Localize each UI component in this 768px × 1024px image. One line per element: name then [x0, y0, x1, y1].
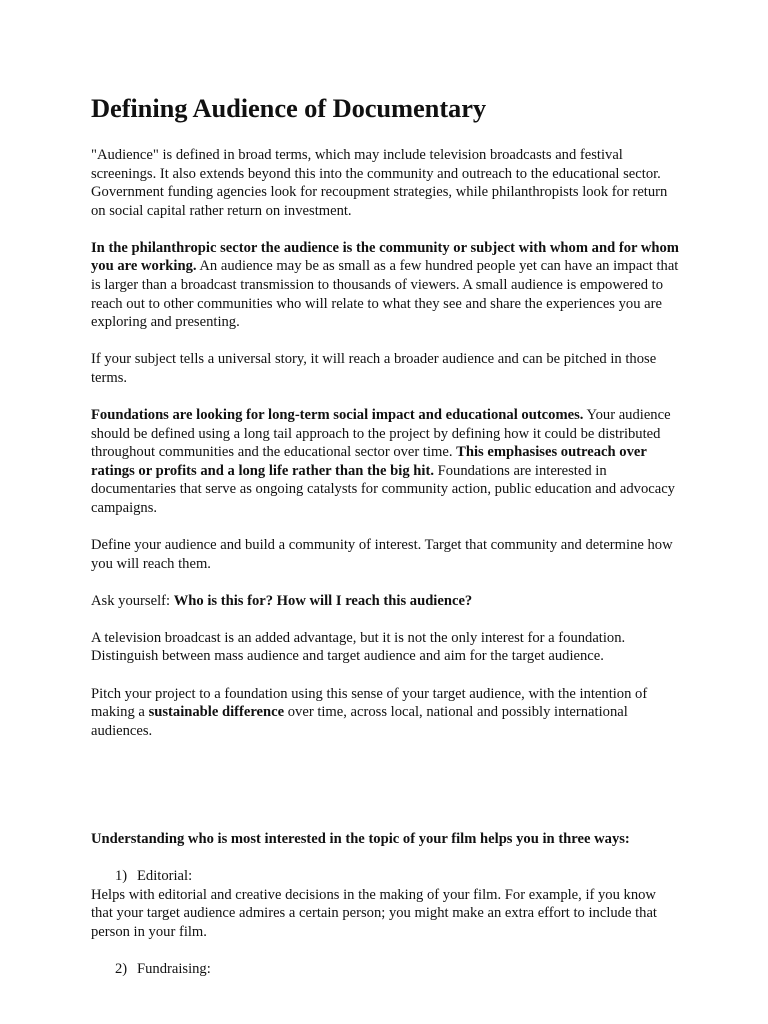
- body-text: Ask yourself:: [91, 592, 174, 609]
- bold-text: This emphasises outreach over ratings or profits and a long life rather than the big hit.: [91, 444, 647, 479]
- paragraph-pitch-project: [91, 685, 681, 741]
- paragraph-define-audience: Define your audience and build a community of interest. Target that community and determine how you will reach them.: [91, 537, 673, 572]
- body-text: Foundations are interested in documentaries that serve as ongoing catalysts for community action, public education and advocacy campaigns.: [91, 462, 675, 516]
- bold-text: sustainable difference: [148, 704, 285, 721]
- bold-text: Foundations are looking for long-term social impact and educational outcomes.: [91, 407, 584, 424]
- body-text: Pitch your project to a foundation using this sense of your target audience, with the intention of making a: [91, 685, 648, 721]
- bold-text: In the philanthropic sector the audience is the community or subject with whom and for whom you are working.: [91, 239, 679, 275]
- paragraph-foundations: [91, 406, 681, 518]
- paragraph-television-broadcast: A television broadcast is an added advantage, but it is not the only interest for a foundation. Distinguish between mass audience and target audience and aim for the target audience.: [91, 629, 626, 665]
- paragraph-universal-story: If your subject tells a universal story, it will reach a broader audience and can be pitched in those terms.: [91, 351, 657, 386]
- body-text: Your audience should be defined using a long tail approach to the project by defining how it could be distributed throughout communities and the educational sector over time.: [91, 407, 671, 461]
- paragraph-philanthropic-sector: [91, 239, 681, 332]
- body-text: An audience may be as small as a few hundred people yet can have an impact that is larger than a broadcast transmission to thousands of viewers. A small audience is empowered to reach out to other communities who will relate to what they see and share the experiences you are exploring and presenting.: [91, 258, 679, 331]
- list-item: [91, 867, 681, 886]
- body-text: over time, across local, national and possibly international audiences.: [91, 704, 628, 739]
- bold-text: Understanding who is most interested in the topic of your film helps you in three ways:: [91, 830, 630, 847]
- list-label: Editorial:: [137, 867, 193, 884]
- document-body: [91, 92, 681, 978]
- list-label: Fundraising:: [137, 960, 211, 977]
- list-item: [91, 960, 681, 979]
- list-number: 2): [115, 960, 128, 977]
- list-number: 1): [115, 867, 128, 884]
- page-title: Defining Audience of Documentary: [91, 93, 487, 123]
- section-subheading: [91, 830, 681, 849]
- bold-text: Who is this for? How will I reach this audience?: [173, 592, 473, 609]
- blank-space: [91, 759, 681, 830]
- list-item-body: Helps with editorial and creative decisions in the making of your film. For example, if you know that your target audience admires a certain person; you might make an extra effort to include that person in your film.: [91, 886, 657, 940]
- paragraph-ask-yourself: [91, 592, 681, 611]
- paragraph-audience-definition: "Audience" is defined in broad terms, which may include television broadcasts and festival screenings. It also extends beyond this into the community and outreach to the educational sector. Government funding agencies look for recoupment strategies, while philanthropists look for return on social capital rather return on investment.: [91, 147, 668, 219]
